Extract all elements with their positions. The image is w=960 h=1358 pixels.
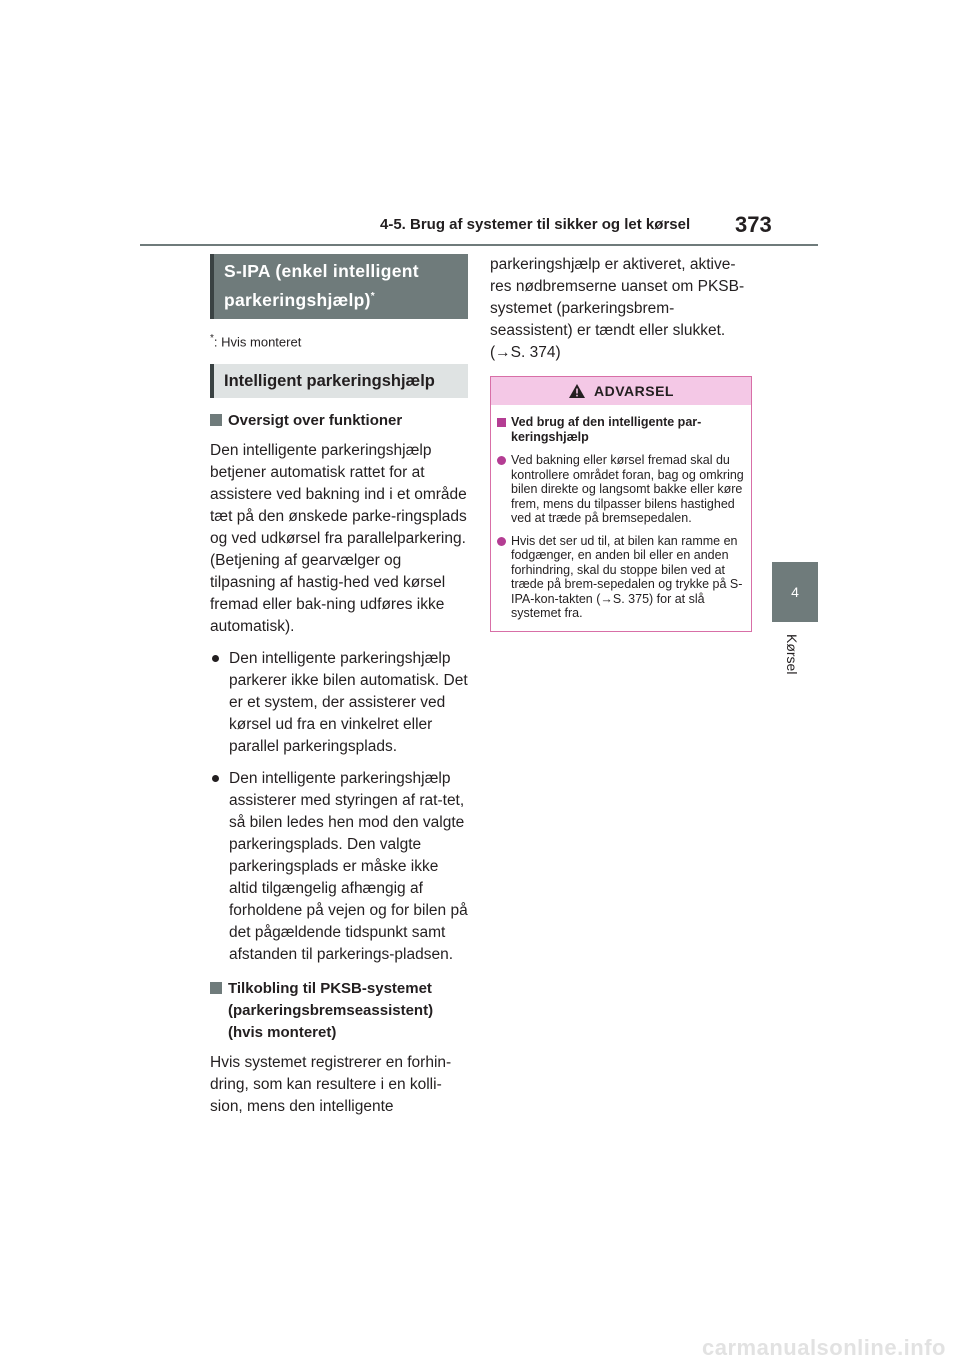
- section1-heading-text: Oversigt over funktioner: [228, 412, 403, 430]
- footnote-text: : Hvis monteret: [213, 334, 302, 350]
- footnote-mark: *: [210, 332, 214, 344]
- warning-item-text: Ved bakning eller kørsel fremad skal du kontrollere området foran, bag og omkring bilen direkte og langsomt bakke eller køre frem, mens du tilpasser bilens hastighed ved at træde på bremsepedalen.: [511, 453, 744, 525]
- square-bullet-icon: [497, 418, 506, 427]
- warning-item: [497, 453, 745, 526]
- list-item-text: Den intelligente parkeringshjælp assisterer med styringen af rat-tet, så bilen ledes hen mod den valgte parkeringsplads. Den valgte parkeringsplads er måske ikke altid tilgængelig afhængig af forholdene på vejen og for bilen på det pågældende tidspunkt samt afstanden til parkerings-pladsen.: [229, 770, 468, 964]
- header-divider: [140, 244, 818, 246]
- warning-box: [490, 376, 752, 632]
- chapter-tab: [772, 562, 818, 622]
- page-number: 373: [735, 212, 772, 237]
- left-column: [210, 254, 468, 1118]
- warning-subheading: [497, 415, 745, 445]
- warning-title: ADVARSEL: [594, 383, 674, 399]
- square-bullet-icon: [210, 982, 222, 994]
- title-footnote-mark: *: [370, 291, 375, 302]
- right-column: [490, 254, 752, 632]
- list-item-text: Den intelligente parkeringshjælp parkerer ikke bilen automatisk. Det er et system, der assisterer ved kørsel ud fra en vinkelret eller parallel parkeringsplads.: [229, 650, 468, 756]
- section1-paragraph: Den intelligente parkeringshjælp betjener automatisk rattet for at assistere ved bakning ind i et område tæt på den ønskede parke-ringsplads og ved udkørsel fra parallelparkering. (Betjening af gearvælger og tilpasning af hastig-hed ved kørsel fremad eller bak-ning udføres ikke automatisk).: [210, 442, 467, 636]
- list-item: [210, 648, 468, 758]
- watermark: [0, 1335, 960, 1358]
- warning-triangle-icon: [568, 383, 586, 399]
- section2-paragraph-continued: parkeringshjælp er aktiveret, aktive-res nødbremserne uanset om PKSB-systemet (parkeringsbrem-seassistent) er tændt eller slukket. (→S. 374): [490, 256, 745, 361]
- footnote: [210, 333, 468, 349]
- list-item: [210, 768, 468, 966]
- warning-body: [491, 405, 751, 631]
- running-header: 4-5. Brug af systemer til sikker og let kørsel: [380, 216, 691, 233]
- bullet-dot-icon: [212, 775, 219, 782]
- watermark-text: carmanualsonline.info: [702, 1335, 946, 1358]
- section-title: [210, 254, 468, 319]
- chapter-number: 4: [791, 584, 799, 600]
- section-title-text: S-IPA (enkel intelligent parkeringshjælp): [224, 261, 419, 310]
- bullet-dot-icon: [212, 655, 219, 662]
- section2-heading: [210, 978, 468, 1044]
- bullet-dot-icon: [497, 537, 506, 546]
- square-bullet-icon: [210, 414, 222, 426]
- warning-item-text: Hvis det ser ud til, at bilen kan ramme en fodgænger, en anden bil eller en anden forhindring, skal du stoppe bilen ved at træde på brem-sepedalen og trykke på S-IPA-kon-takten (→S. 375) for at slå systemet fra.: [511, 533, 743, 620]
- warning-subheading-text: Ved brug af den intelligente par-keringshjælp: [511, 415, 702, 444]
- warning-item: [497, 534, 745, 621]
- warning-header: [491, 377, 751, 405]
- section1-heading: [210, 410, 468, 432]
- bullet-dot-icon: [497, 456, 506, 465]
- chapter-label: Kørsel: [784, 634, 800, 675]
- subsection-title: Intelligent parkeringshjælp: [210, 364, 468, 398]
- section2-paragraph-start: Hvis systemet registrerer en forhin-dring, som kan resultere i en kolli-sion, mens den intelligente: [210, 1054, 452, 1116]
- section2-heading-text: Tilkobling til PKSB-systemet (parkeringsbremseassistent) (hvis monteret): [228, 980, 434, 1042]
